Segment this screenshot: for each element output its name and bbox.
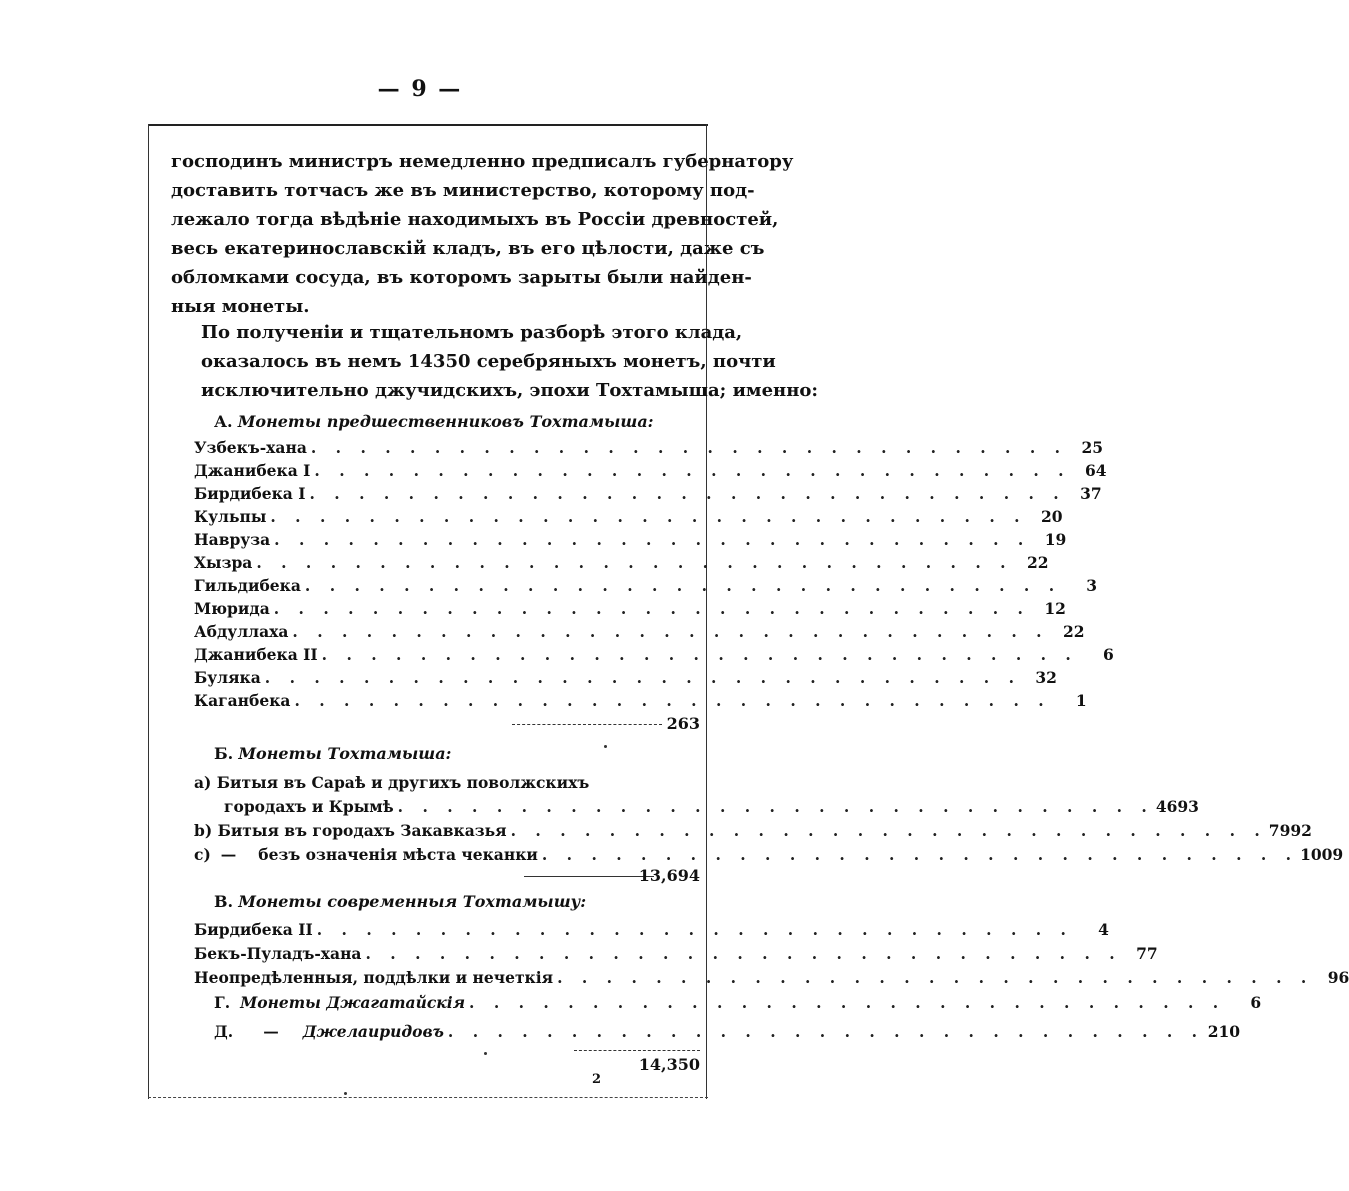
paragraph-line: господинъ министръ немедленно предписалъ губернатору: [171, 151, 794, 172]
paragraph-line: ныя монеты.: [171, 296, 310, 317]
dot-leader: . . . . . . . . . . . . . . . . . . . . . . . . . . . . . . .: [256, 553, 1013, 572]
section-title: Джелаиридовъ: [302, 1022, 444, 1041]
item-value: 22: [1063, 622, 1085, 641]
section-v-heading: [214, 892, 586, 911]
item-name: Бекъ-Пуладъ-хана: [194, 944, 362, 963]
section-a-total: 263: [666, 714, 700, 733]
section-title: Монеты предшественниковъ Тохтамыша:: [237, 412, 654, 431]
item-name: городахъ и Крымѣ: [224, 797, 394, 816]
dot-leader: . . . . . . . . . . . . . . . . . . . . . . . . . . . . . . .: [365, 944, 1122, 963]
item-value: 3: [1086, 576, 1098, 595]
ditto-dash: —: [220, 845, 237, 864]
item-value: 64: [1085, 461, 1107, 480]
item-name: Кульпы: [194, 507, 267, 526]
list-item: [194, 438, 1104, 457]
list-item: [194, 968, 1349, 987]
section-b-heading: [214, 744, 451, 763]
dot-leader: . . . . . . . . . . . . . . . . . . . . . . . . . . . . . . .: [469, 993, 1226, 1012]
dot-leader: . . . . . . . . . . . . . . . . . . . . . . . . . . . . . . .: [557, 968, 1314, 987]
dot-leader: . . . . . . . . . . . . . . . . . . . . . . . . . . . . . . .: [273, 599, 1030, 618]
item-value: 1: [1075, 691, 1087, 710]
item-value: 1009: [1300, 845, 1344, 864]
list-item: [194, 461, 1107, 480]
section-letter: Г.: [214, 993, 231, 1012]
list-item: [224, 797, 1199, 816]
paragraph-line: лежало тогда вѣдѣніе находимыхъ въ Россіи древностей,: [171, 209, 779, 230]
section-title: Монеты Джагатайскія: [240, 993, 466, 1012]
ditto-dash: —: [263, 1022, 279, 1041]
item-name: Мюрида: [194, 599, 270, 618]
scan-speck: [604, 745, 607, 748]
dot-leader: . . . . . . . . . . . . . . . . . . . . . . . . . . . . . . .: [294, 691, 1051, 710]
item-value: 6: [1250, 993, 1262, 1012]
item-name: Каганбека: [194, 691, 291, 710]
list-item: [194, 845, 1344, 864]
list-item: [194, 622, 1085, 641]
frame-bottom-border: [148, 1097, 708, 1098]
section-d-row: [214, 1022, 1241, 1041]
dot-leader: . . . . . . . . . . . . . . . . . . . . . . . . . . . . . . .: [310, 438, 1068, 457]
item-name: Узбекъ-хана: [194, 438, 307, 457]
item-name: Хызра: [194, 553, 253, 572]
dot-leader: . . . . . . . . . . . . . . . . . . . . . . . . . . . . . . .: [541, 845, 1299, 864]
item-value: 210: [1207, 1022, 1241, 1041]
list-item: [194, 576, 1098, 595]
section-a-heading: [214, 412, 654, 431]
section-title: Монеты современныя Тохтамышу:: [238, 892, 587, 911]
list-item-line: [194, 773, 593, 792]
item-value: 4693: [1155, 797, 1199, 816]
frame-left-border: [148, 124, 149, 1099]
dot-leader: . . . . . . . . . . . . . . . . . . . . . . . . . . . . . . .: [270, 507, 1027, 526]
paragraph-line: обломками сосуда, въ которомъ зарыты были найден-: [171, 267, 752, 288]
page-number: — 9 —: [377, 76, 463, 102]
item-name: Бирдибека II: [194, 920, 313, 939]
item-name: Абдуллаха: [194, 622, 289, 641]
item-value: 7992: [1268, 821, 1312, 840]
section-b-total: 13,694: [638, 866, 700, 885]
paragraph-line: исключительно джучидскихъ, эпохи Тохтамыша; именно:: [201, 380, 819, 401]
section-letter: Д.: [214, 1022, 234, 1041]
paragraph-line: По полученіи и тщательномъ разборѣ этого клада,: [201, 322, 743, 343]
item-value: 25: [1081, 438, 1104, 457]
item-value: 22: [1026, 553, 1049, 572]
dot-leader: . . . . . . . . . . . . . . . . . . . . . . . . . . . . . . .: [510, 821, 1267, 840]
dot-leader: . . . . . . . . . . . . . . . . . . . . . . . . . . . . . . .: [397, 797, 1154, 816]
dot-leader: . . . . . . . . . . . . . . . . . . . . . . . . . . . . . . .: [274, 530, 1031, 549]
dot-leader: . . . . . . . . . . . . . . . . . . . . . . . . . . . . . . .: [316, 920, 1073, 939]
paragraph-line: доставить тотчасъ же въ министерство, которому под-: [171, 180, 755, 201]
item-name: a) Битыя въ Сараѣ и другихъ поволжскихъ: [194, 773, 590, 792]
list-item: [194, 507, 1063, 526]
list-item: [194, 920, 1109, 939]
item-name: Навруза: [194, 530, 271, 549]
item-value: 19: [1044, 530, 1067, 549]
paragraph-line: оказалось въ немъ 14350 серебряныхъ монетъ, почти: [201, 351, 776, 372]
list-item: [194, 944, 1158, 963]
item-value: 77: [1136, 944, 1158, 963]
list-item: [194, 599, 1066, 618]
item-label: c): [194, 845, 211, 864]
list-item: [194, 691, 1087, 710]
paragraph-1: [171, 147, 794, 321]
item-value: 6: [1103, 645, 1114, 664]
grand-total: 14,350: [638, 1055, 700, 1074]
item-value: 20: [1040, 507, 1063, 526]
item-value: 12: [1044, 599, 1066, 618]
paragraph-2: [171, 318, 819, 405]
item-name: Джанибека I: [194, 461, 311, 480]
item-value: 4: [1098, 920, 1109, 939]
dot-leader: . . . . . . . . . . . . . . . . . . . . . . . . . . . . . . .: [321, 645, 1078, 664]
scan-speck: [484, 1052, 487, 1055]
item-name: b) Битыя въ городахъ Закавказья: [194, 821, 507, 840]
item-value: 96: [1327, 968, 1349, 987]
frame-top-border: [148, 124, 708, 126]
paragraph-line: весь екатеринославскій кладъ, въ его цѣлости, даже съ: [171, 238, 765, 259]
item-value: 37: [1080, 484, 1102, 503]
dot-leader: . . . . . . . . . . . . . . . . . . . . . . . . . . . . . . .: [264, 668, 1021, 687]
section-letter: В.: [214, 892, 234, 911]
list-item: [194, 645, 1114, 664]
section-title: Монеты Тохтамыша:: [238, 744, 452, 763]
item-name: Гильдибека: [194, 576, 301, 595]
dot-leader: . . . . . . . . . . . . . . . . . . . . . . . . . . . . . . .: [304, 576, 1062, 595]
list-item: [194, 484, 1102, 503]
dot-leader: . . . . . . . . . . . . . . . . . . . . . . . . . . . . . . .: [447, 1022, 1205, 1041]
dot-leader: . . . . . . . . . . . . . . . . . . . . . . . . . . . . . . .: [309, 484, 1066, 503]
scan-speck: [344, 1092, 347, 1095]
dot-leader: . . . . . . . . . . . . . . . . . . . . . . . . . . . . . . .: [292, 622, 1049, 641]
item-name: Неопредѣленныя, поддѣлки и нечеткія: [194, 968, 554, 987]
section-letter: А.: [214, 412, 233, 431]
section-g-row: [214, 993, 1262, 1012]
list-item: [194, 553, 1049, 572]
item-name: Джанибека II: [194, 645, 318, 664]
signature-mark: 2: [592, 1072, 602, 1087]
list-item: [194, 668, 1057, 687]
item-name: безъ означенія мѣста чеканки: [258, 845, 538, 864]
grand-total-rule: [574, 1050, 700, 1051]
item-value: 32: [1035, 668, 1057, 687]
list-item: [194, 530, 1067, 549]
dot-leader: . . . . . . . . . . . . . . . . . . . . . . . . . . . . . . .: [314, 461, 1071, 480]
item-name: Буляка: [194, 668, 261, 687]
item-name: Бирдибека I: [194, 484, 306, 503]
section-letter: Б.: [214, 744, 234, 763]
list-item: [194, 821, 1312, 840]
